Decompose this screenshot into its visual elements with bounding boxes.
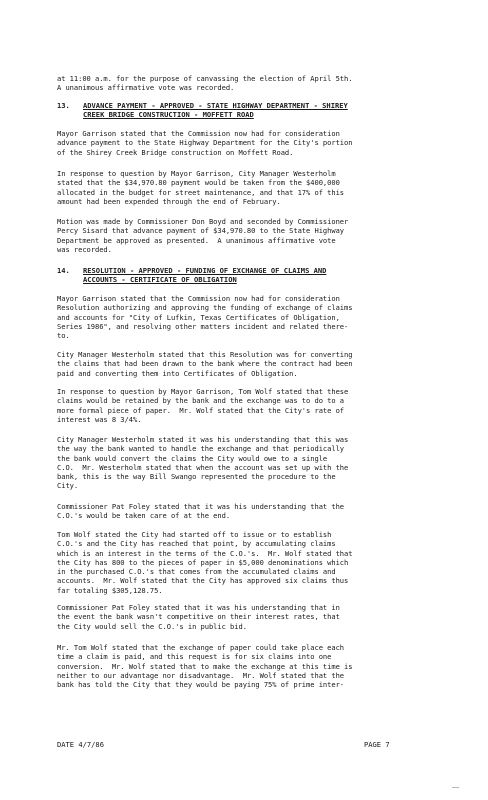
heading-line-1: RESOLUTION - APPROVED - FUNDING OF EXCHANGE OF CLAIMS AND (83, 266, 327, 275)
paragraph-exchange-timing: Mr. Tom Wolf stated that the exchange of paper could take place each time a claim is paid, and this request is for six claims into one conversion. Mr. Wolf stated that to make the exchange at this time is neither to our advantage nor disadvantage. Mr. Wolf stated that the bank has told the City that they would be paying 75% of prime inter- (57, 643, 353, 690)
heading-line-1: ADVANCE PAYMENT - APPROVED - STATE HIGHWAY DEPARTMENT - SHIREY (83, 101, 348, 110)
paragraph-motion: Motion was made by Commissioner Don Boyd and seconded by Commissioner Percy Sisard that advance payment of $34,970.80 to the State Highway Department be approved as presented. A unanimous affirmative vote was recorded. (57, 217, 349, 254)
corner-mark: ‒‒ (452, 784, 460, 791)
paragraph-canvass-election: at 11:00 a.m. for the purpose of canvassing the election of April 5th. A unanimous affirmative vote was recorded. (57, 74, 353, 93)
paragraph-wolf-claims: Tom Wolf stated the City had started off to issue or to establish C.O.'s and the City has reached that point, by accumulating claims which is an interest in the terms of the C.O.'s. Mr. Wolf stated that the City has 800 to the pieces of paper in $5,000 denominations which in the purchased C.O.'s that comes from the accumulated claims and accounts. Mr. Wolf stated that the City has approved six claims thus far totaling $305,128.75. (57, 530, 353, 595)
paragraph-foley-understanding: Commissioner Pat Foley stated that it was his understanding that the C.O.'s would be taken care of at the end. (57, 502, 345, 521)
paragraph-bank-exchange: City Manager Westerholm stated it was his understanding that this was the way the bank wanted to handle the exchange and that periodically the bank would convert the claims the City would owe to a single C.O. Mr. Westerholm stated that when the account was set up with the bank, this is the way Bill Swango represented the procedure to the City. (57, 435, 349, 491)
paragraph-resolution: Mayor Garrison stated that the Commission now had for consideration Resolution authorizing and approving the funding of exchange of claims and accounts for "City of Lufkin, Texas Certificates of Obligation, Series 1986", and resolving other matters incident and related there- to. (57, 294, 353, 341)
paragraph-public-bid: Commissioner Pat Foley stated that it was his understanding that in the event the bank wasn't competitive on their interest rates, that the City would sell the C.O.'s in public bid. (57, 603, 340, 631)
paragraph-interest-rate: In response to question by Mayor Garrison, Tom Wolf stated that these claims would be retained by the bank and the exchange was to do to a more formal piece of paper. Mr. Wolf stated that the City's rate of interest was 8 3/4%. (57, 387, 349, 424)
item-number: 13. (57, 101, 70, 110)
item-number: 14. (57, 266, 70, 275)
heading-item-13 (57, 101, 461, 120)
footer-date: DATE 4/7/86 (57, 740, 104, 749)
footer-page-number: PAGE 7 (364, 740, 390, 749)
heading-item-14 (57, 266, 461, 285)
paragraph-payment-source: In response to question by Mayor Garrison, City Manager Westerholm stated that the $34,970.80 payment would be taken from the $400,000 allocated in the budget for street maintenance, and that 17% of this amount had been expended through the end of February. (57, 169, 345, 206)
paragraph-converting-claims: City Manager Westerholm stated that this Resolution was for converting the claims that had been drawn to the bank where the contract had been paid and converting them into Certificates of Obligation. (57, 350, 353, 378)
heading-line-2: ACCOUNTS - CERTIFICATE OF OBLIGATION (83, 275, 237, 285)
heading-line-2: CREEK BRIDGE CONSTRUCTION - MOFFETT ROAD (83, 110, 254, 120)
paragraph-advance-payment: Mayor Garrison stated that the Commission now had for consideration advance payment to the State Highway Department for the City's portion of the Shirey Creek Bridge construction on Moffett Road. (57, 129, 353, 157)
